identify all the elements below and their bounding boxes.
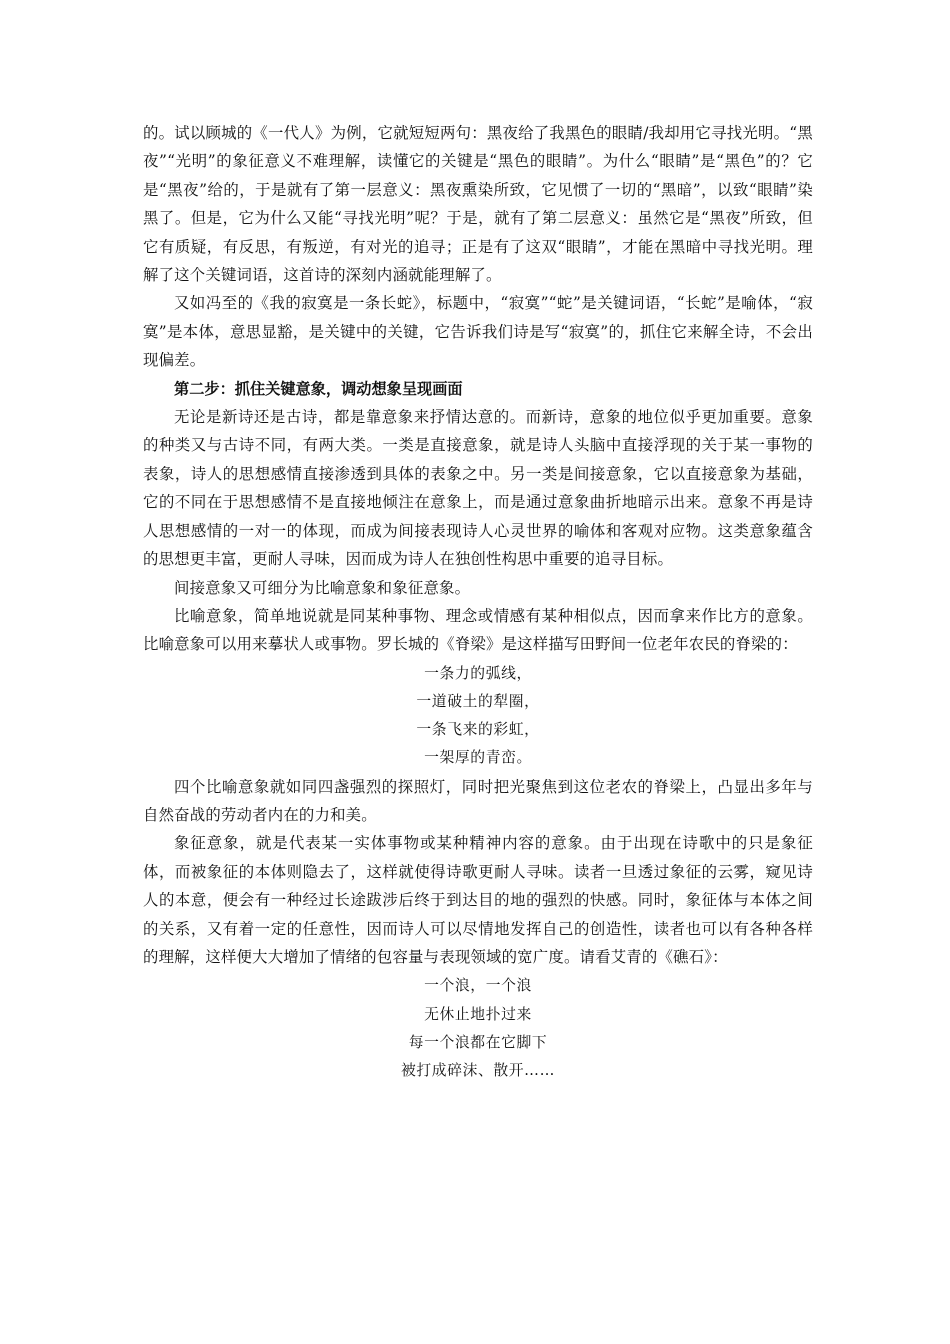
paragraph-symbolic-imagery: 象征意象，就是代表某一实体事物或某种精神内容的意象。由于出现在诗歌中的只是象征体，而被象征的本体则隐去了，这样就使得诗歌更耐人寻味。读者一旦透过象征的云雾，窥见诗人的本意，便会有一种经过长途跋涉后终于到达目的地的强烈的快感。同时，象征体与本体之间的关系，又有着一定的任意性，因而诗人可以尽情地发挥自己的创造性，读者也可以有各种各样的理解，这样便大大增加了情绪的包容量与表现领域的宽广度。请看艾青的《礁石》：: [143, 834, 813, 966]
poem-line: 无休止地扑过来: [424, 1005, 532, 1023]
poem-line: 一个浪，一个浪: [424, 977, 532, 995]
poem-line: 一条飞来的彩虹，: [416, 721, 540, 739]
poem-line: 一道破土的犁圈，: [416, 692, 540, 710]
section-heading-step-two: 第二步：抓住关键意象，调动想象呈现画面: [174, 379, 463, 398]
paragraph-searchlight: 四个比喻意象就如同四盏强烈的探照灯，同时把光聚焦到这位老农的脊梁上，凸显出多年与自然奋战的劳动者内在的力和美。: [143, 777, 813, 824]
paragraph-imagery-types: 无论是新诗还是古诗，都是靠意象来抒情达意的。而新诗，意象的地位似乎更加重要。意象的种类又与古诗不同，有两大类。一类是直接意象，就是诗人头脑中直接浮现的关于某一事物的表象，诗人的思想感情直接渗透到具体的表象之中。另一类是间接意象，它以直接意象为基础，它的不同在于思想感情不是直接地倾注在意象上，而是通过意象曲折地暗示出来。意象不再是诗人思想感情的一对一的体现，而成为间接表现诗人心灵世界的喻体和客观对应物。这类意象蕴含的思想更丰富，更耐人寻味，因而成为诗人在独创性构思中重要的追寻目标。: [143, 408, 813, 569]
poem-line: 每一个浪都在它脚下: [408, 1033, 548, 1051]
paragraph-indirect-imagery: 间接意象又可细分为比喻意象和象征意象。: [174, 578, 471, 597]
poem-line: 被打成碎沫、散开……: [401, 1061, 555, 1079]
paragraph-gu-cheng-analysis: 的。试以顾城的《一代人》为例，它就短短两句：黑夜给了我黑色的眼睛/我却用它寻找光明。“黑夜”“光明”的象征意义不难理解，读懂它的关键是“黑色的眼睛”。为什么“眼睛”是“黑色”的？它是“黑夜”给的，于是就有了第一层意义：黑夜熏染所致，它见惯了一切的“黑暗”，以致“眼睛”染黑了。但是，它为什么又能“寻找光明”呢？于是，就有了第二层意义：虽然它是“黑夜”所致，但它有质疑，有反思，有叛逆，有对光的追寻；正是有了这双“眼睛”，才能在黑暗中寻找光明。理解了这个关键词语，这首诗的深刻内涵就能理解了。: [143, 124, 813, 285]
poem-backbone: [143, 660, 813, 773]
document-page: [143, 119, 813, 1085]
paragraph-feng-zhi-example: 又如冯至的《我的寂寞是一条长蛇》，标题中，“寂寞”“蛇”是关键词语，“长蛇”是喻体，“寂寞”是本体，意思显豁，是关键中的关键，它告诉我们诗是写“寂寞”的，抓住它来解全诗，不会出现偏差。: [143, 294, 813, 370]
poem-line: 一条力的弧线，: [424, 664, 532, 682]
poem-reef: [143, 972, 813, 1085]
poem-line: 一架厚的青峦。: [424, 749, 532, 767]
paragraph-metaphor-imagery: 比喻意象，简单地说就是同某种事物、理念或情感有某种相似点，因而拿来作比方的意象。比喻意象可以用来摹状人或事物。罗长城的《脊梁》是这样描写田野间一位老年农民的脊梁的：: [143, 606, 813, 654]
